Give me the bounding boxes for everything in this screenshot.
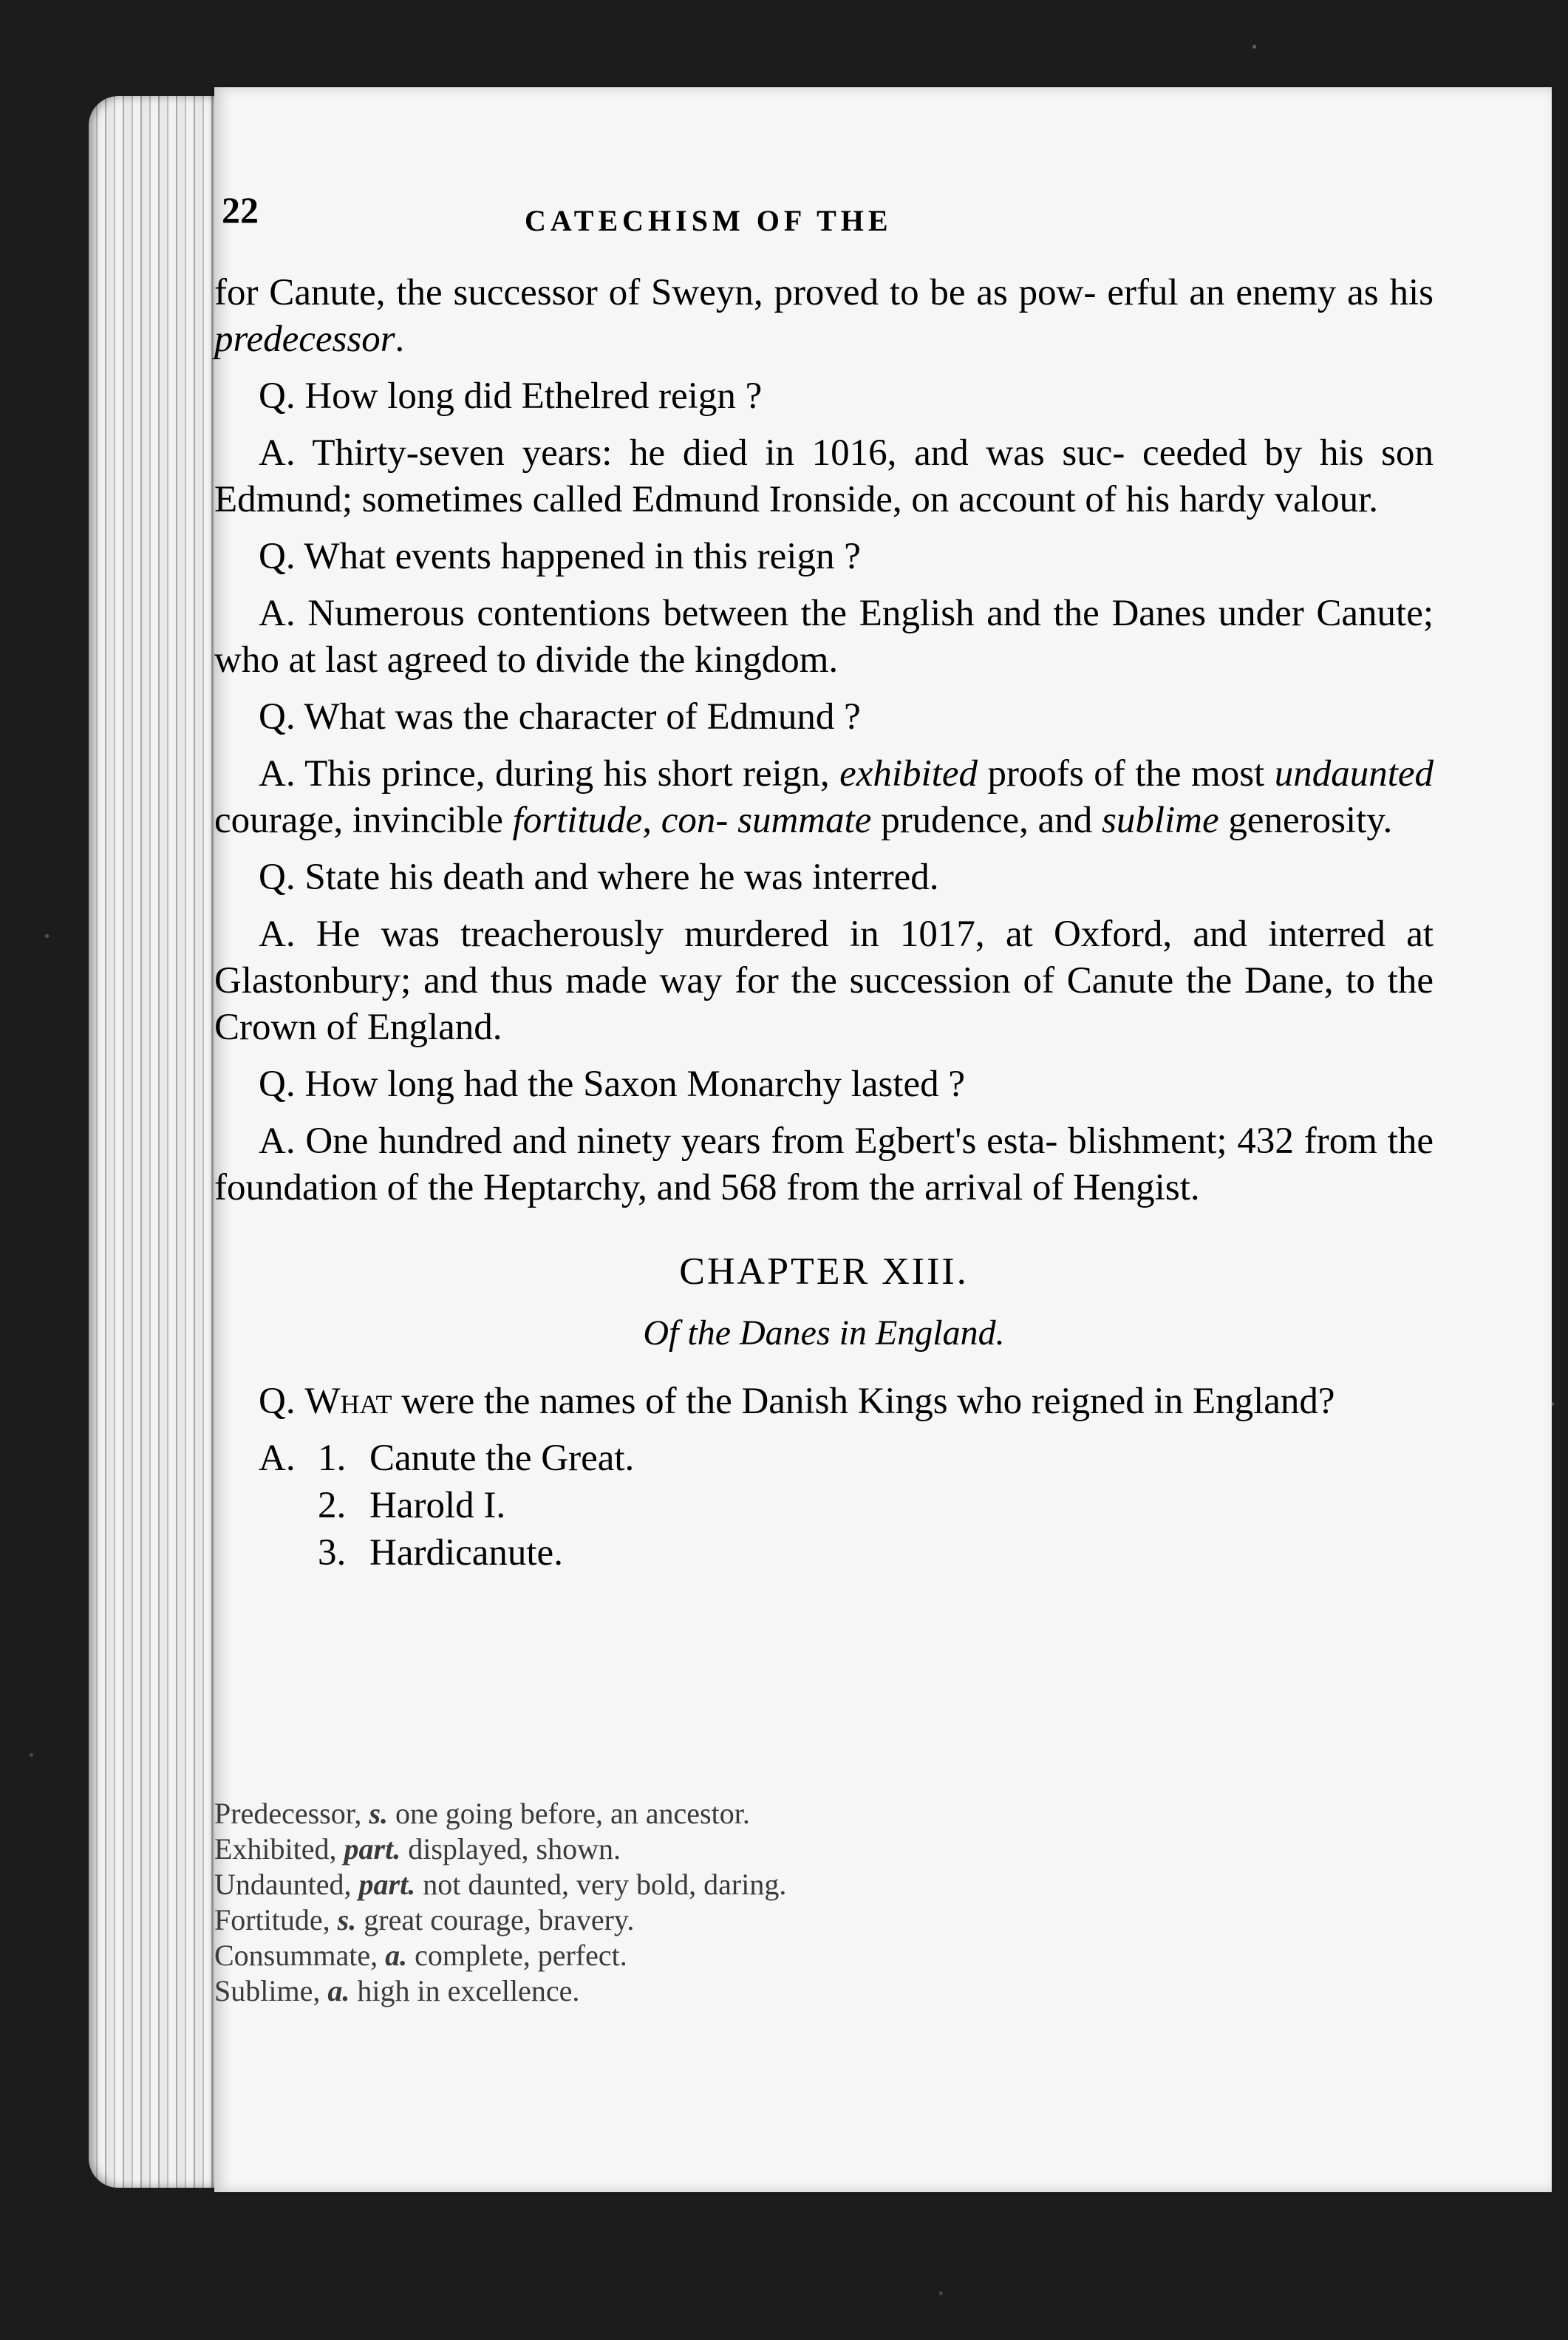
gloss-word: Fortitude,: [214, 1903, 330, 1936]
king-name: Harold I.: [369, 1485, 506, 1526]
gloss-def: great courage, bravery.: [364, 1903, 635, 1936]
glossary-entry: [214, 1796, 1434, 1831]
text-run: proofs of the most: [978, 753, 1275, 795]
question: Q. How long had the Saxon Monarchy lasted ?: [259, 1064, 966, 1105]
question: Q. What was the character of Edmund ?: [259, 696, 861, 738]
answer: A. He was treacherously murdered in 1017, at Oxford, and interred at Glastonbury; and thus made way for the succession of Canute the Dane, to the Crown of England.: [214, 914, 1434, 1048]
question: Q. State his death and where he was interred.: [259, 857, 939, 898]
text-run: Q.: [259, 1381, 305, 1422]
gloss-def: complete, perfect.: [415, 1939, 627, 1972]
list-number: 3.: [318, 1532, 347, 1574]
gloss-def: high in excellence.: [357, 1974, 580, 2007]
text-run: A. This prince, during his short reign,: [259, 753, 840, 795]
text-run: prudence, and: [871, 800, 1102, 841]
gloss-pos: part.: [344, 1832, 401, 1865]
answer: A. Numerous contentions between the English and the Danes under Canute; who at last agreed to divide the kingdom.: [214, 593, 1434, 681]
king-name: Hardicanute.: [369, 1532, 563, 1574]
answer: A. Thirty-seven years: he died in 1016, and was suc- ceeded by his son Edmund; sometimes called Edmund Ironside, on account of his hardy valour.: [214, 432, 1434, 520]
gloss-pos: s.: [337, 1903, 357, 1936]
text-run: for Canute, the successor of Sweyn, proved to be as pow- erful an enemy as his: [214, 272, 1434, 313]
chapter-subtitle: Of the Danes in England.: [643, 1313, 1005, 1353]
gloss-word: Predecessor,: [214, 1797, 362, 1830]
kings-list: [259, 1435, 1434, 1577]
text-run: courage, invincible: [214, 800, 513, 841]
list-number: 2.: [318, 1485, 347, 1526]
question: Q. What events happened in this reign ?: [259, 536, 861, 577]
glossary-entry: [214, 1831, 1434, 1867]
question: [214, 1378, 1434, 1425]
answer-label: A.: [259, 1438, 296, 1479]
gloss-word: Exhibited,: [214, 1832, 337, 1865]
running-title: CATECHISM OF THE: [525, 204, 893, 237]
gloss-pos: s.: [369, 1797, 389, 1830]
gloss-def: not daunted, very bold, daring.: [423, 1868, 787, 1901]
italic-term: predecessor: [214, 319, 395, 360]
gloss-pos: a.: [385, 1939, 408, 1972]
text-run: generosity.: [1218, 800, 1393, 841]
glossary-entry: [214, 1902, 1434, 1938]
italic-term: exhibited: [839, 753, 978, 795]
italic-term: fortitude, con- summate: [512, 800, 872, 841]
italic-term: sublime: [1101, 800, 1219, 841]
paragraph-continuation: [214, 270, 1434, 363]
glossary: [214, 1796, 1434, 2009]
page-body: [214, 270, 1434, 1577]
glossary-entry: [214, 1938, 1434, 1973]
small-caps-word: What: [304, 1381, 392, 1422]
text-run: were the names of the Danish Kings who reigned in England?: [392, 1381, 1335, 1422]
italic-term: undaunted: [1274, 753, 1434, 795]
list-item: [259, 1483, 1434, 1530]
list-item: [259, 1435, 1434, 1483]
gloss-word: Undaunted,: [214, 1868, 352, 1901]
gloss-pos: part.: [358, 1868, 416, 1901]
answer: [214, 751, 1434, 844]
glossary-entry: [214, 1867, 1434, 1902]
running-head: [222, 188, 1434, 270]
list-number: 1.: [318, 1438, 347, 1479]
question: Q. How long did Ethelred reign ?: [259, 375, 763, 417]
gloss-def: displayed, shown.: [408, 1832, 621, 1865]
gloss-word: Sublime,: [214, 1974, 321, 2007]
gloss-pos: a.: [327, 1974, 350, 2007]
gloss-def: one going before, an ancestor.: [395, 1797, 750, 1830]
glossary-entry: [214, 1973, 1434, 2009]
chapter-title: CHAPTER XIII.: [679, 1251, 969, 1293]
king-name: Canute the Great.: [369, 1438, 635, 1479]
page-number: 22: [222, 189, 259, 231]
gloss-word: Consummate,: [214, 1939, 378, 1972]
answer: A. One hundred and ninety years from Egbert's esta- blishment; 432 from the foundation of the Heptarchy, and 568 from the arrival of Hengist.: [214, 1120, 1434, 1208]
text-run: .: [395, 319, 405, 360]
list-item: [259, 1530, 1434, 1577]
